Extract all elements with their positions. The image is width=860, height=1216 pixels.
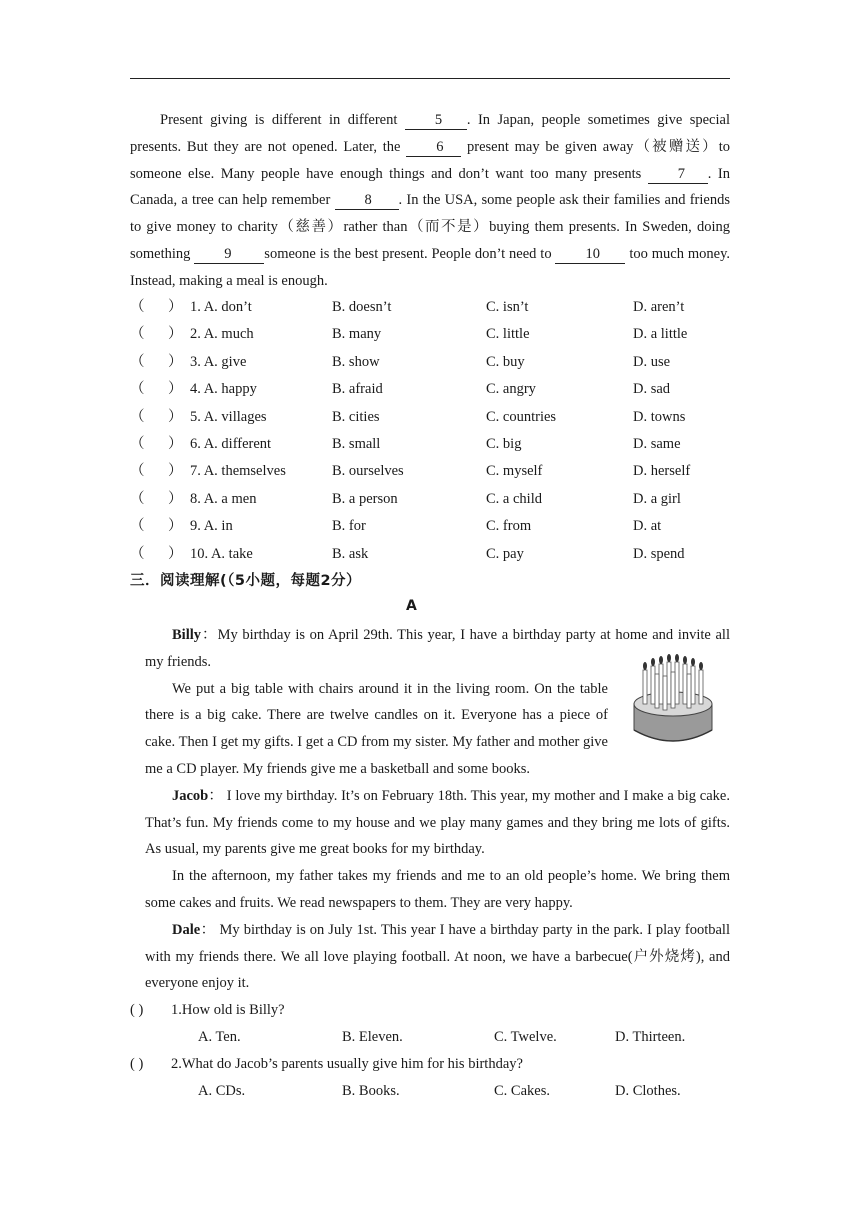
option-row — [130, 513, 750, 540]
option-a: 4. A. happy — [190, 381, 257, 398]
jacob-text-2: In the afternoon, my father takes my friends and me to an old people’s home. We bring them some cakes and fruits. We read newspapers to them. They are very happy. — [145, 868, 730, 911]
passage-text: . In Canada, a tree can help remember — [130, 165, 730, 209]
blank-5: 5 — [405, 111, 467, 130]
answer-paren-open: （ — [130, 435, 145, 452]
billy-text: ：My birthday is on April 29th. This year, I have a birthday party at home and invite all my friends. — [145, 627, 730, 670]
option-c: C. Cakes. — [494, 1083, 550, 1099]
answer-paren-close: ） — [168, 490, 183, 507]
answer-paren-open: （ — [130, 299, 145, 315]
passage-text: . In the USA, some people ask their families and friends to give money to charity（慈善）rather than（而不是）buying them presents. In Sweden, doing something — [130, 192, 730, 262]
answer-paren-close: ） — [168, 435, 183, 452]
option-c: C. a child — [486, 490, 542, 507]
option-b: B. cities — [332, 408, 380, 425]
question-text: 1.How old is Billy? — [171, 1002, 285, 1018]
option-a: A. Ten. — [198, 1029, 241, 1045]
passage-text: . In Japan, people sometimes give special presents. But they are not opened. Later, the — [130, 112, 730, 155]
jacob-text: ： I love my birthday. It’s on February 18th. This year, my mother and I make a big cake. That’s fun. My friends come to my house and we play many games and they bring me lots of gifts. As usual, my parents give me great books for my birthday. — [145, 787, 730, 858]
blank-10: 10 — [555, 245, 625, 264]
dale-text: ： My birthday is on July 1st. This year I have a birthday party in the park. I play football with my friends there. We all love playing football. At noon, we have a barbecue(户外烧烤), and everyone enjoy it. — [145, 921, 730, 992]
option-b: B. small — [332, 435, 381, 452]
blank-8: 8 — [335, 191, 399, 210]
option-a: 5. A. villages — [190, 408, 267, 425]
option-c: C. big — [486, 435, 522, 452]
answer-paren-close: ） — [168, 326, 183, 343]
option-c: C. myself — [486, 463, 543, 480]
answer-paren-open: （ — [130, 381, 145, 398]
option-b: B. many — [332, 326, 382, 343]
option-b: B. Books. — [342, 1083, 400, 1099]
speaker-jacob: Jacob — [172, 787, 209, 804]
option-d: D. towns — [633, 408, 686, 425]
option-a: 3. A. give — [190, 353, 247, 370]
option-d: D. spend — [633, 545, 685, 562]
option-b: B. show — [332, 353, 380, 370]
speaker-dale: Dale — [172, 921, 201, 938]
option-a: 9. A. in — [190, 518, 233, 535]
birthday-cake-icon — [628, 652, 718, 747]
option-row — [130, 404, 750, 431]
option-d: D. a girl — [633, 490, 681, 507]
answer-paren-close: ） — [168, 381, 183, 398]
section-title: 三．阅读理解(（5小题，每题2分） — [130, 573, 362, 589]
option-b: B. afraid — [332, 381, 383, 398]
answer-paren-close: ） — [168, 545, 183, 562]
option-b: B. Eleven. — [342, 1029, 403, 1045]
billy-text-2: We put a big table with chairs around it in the living room. On the table there is a big cake. There are twelve candles on it. Everyone has a piece of cake. Then I get my gifts. I get a CD from my sister. My father and mother give me a CD player. My friends give me a basketball and some books. — [145, 680, 608, 777]
option-a: 6. A. different — [190, 435, 272, 452]
cloze-passage — [130, 107, 730, 295]
option-row — [130, 541, 750, 568]
option-c: C. Twelve. — [494, 1029, 557, 1045]
answer-paren-open: （ — [130, 408, 145, 425]
answer-paren-close: ） — [168, 408, 183, 425]
answer-paren-close: ） — [168, 518, 183, 535]
speaker-billy: Billy — [172, 627, 202, 643]
option-a: 10. A. take — [190, 545, 253, 562]
option-c: C. little — [486, 326, 530, 343]
option-b: B. for — [332, 518, 366, 535]
option-row — [130, 458, 750, 485]
option-row — [130, 376, 750, 403]
option-row — [130, 294, 750, 321]
blank-6: 6 — [406, 138, 461, 157]
answer-paren-close: ） — [168, 463, 183, 480]
question-1 — [130, 997, 750, 1023]
option-c: C. buy — [486, 353, 525, 370]
option-b: B. doesn’t — [332, 299, 392, 315]
option-b: B. ourselves — [332, 463, 404, 480]
option-d: D. same — [633, 435, 681, 452]
option-a: 8. A. a men — [190, 490, 257, 507]
answer-paren-open: （ — [130, 463, 145, 480]
option-d: D. use — [633, 353, 671, 370]
option-a: 2. A. much — [190, 326, 254, 343]
passage-text: present may be given away（被赠送）to someone else. Many people have enough things and don’t want too many presents — [130, 138, 731, 182]
option-d: D. a little — [633, 326, 688, 343]
option-b: B. ask — [332, 545, 369, 562]
option-c: C. from — [486, 518, 532, 535]
question-1-options — [130, 1024, 750, 1050]
option-c: C. angry — [486, 381, 536, 398]
option-row — [130, 431, 750, 458]
passage-text: Present giving is different in different — [160, 112, 405, 128]
option-d: D. at — [633, 518, 662, 535]
blank-9: 9 — [194, 245, 264, 264]
option-d: D. Clothes. — [615, 1083, 681, 1099]
answer-paren-close: ） — [168, 299, 183, 315]
answer-paren-open: （ — [130, 353, 145, 370]
answer-paren-open: （ — [130, 490, 145, 507]
option-c: C. countries — [486, 408, 557, 425]
header-rule — [130, 78, 730, 79]
option-a: A. CDs. — [198, 1083, 246, 1099]
option-d: D. aren’t — [633, 299, 685, 315]
passage-text: someone is the best present. People don’t need to — [264, 245, 556, 262]
answer-paren: ( ) — [130, 1002, 144, 1018]
option-d: D. Thirteen. — [615, 1029, 686, 1045]
option-row — [130, 349, 750, 376]
option-row — [130, 486, 750, 513]
option-b: B. a person — [332, 490, 398, 507]
question-2 — [130, 1051, 750, 1077]
answer-paren-close: ） — [168, 353, 183, 370]
passage-text: too much money. Instead, making a meal is enough. — [130, 245, 730, 289]
option-row — [130, 321, 750, 348]
cloze-options — [130, 294, 750, 568]
option-c: C. isn’t — [486, 299, 529, 315]
blank-7: 7 — [648, 165, 708, 184]
answer-paren-open: （ — [130, 518, 145, 535]
option-a: 7. A. themselves — [190, 463, 286, 480]
answer-paren: ( ) — [130, 1056, 144, 1072]
option-d: D. sad — [633, 381, 671, 398]
question-text: 2.What do Jacob’s parents usually give him for his birthday? — [171, 1056, 523, 1072]
option-a: 1. A. don’t — [190, 299, 252, 315]
question-2-options — [130, 1078, 750, 1104]
option-c: C. pay — [486, 545, 524, 562]
answer-paren-open: （ — [130, 545, 145, 562]
option-d: D. herself — [633, 463, 691, 480]
passage-label: A — [406, 598, 417, 614]
answer-paren-open: （ — [130, 326, 145, 343]
